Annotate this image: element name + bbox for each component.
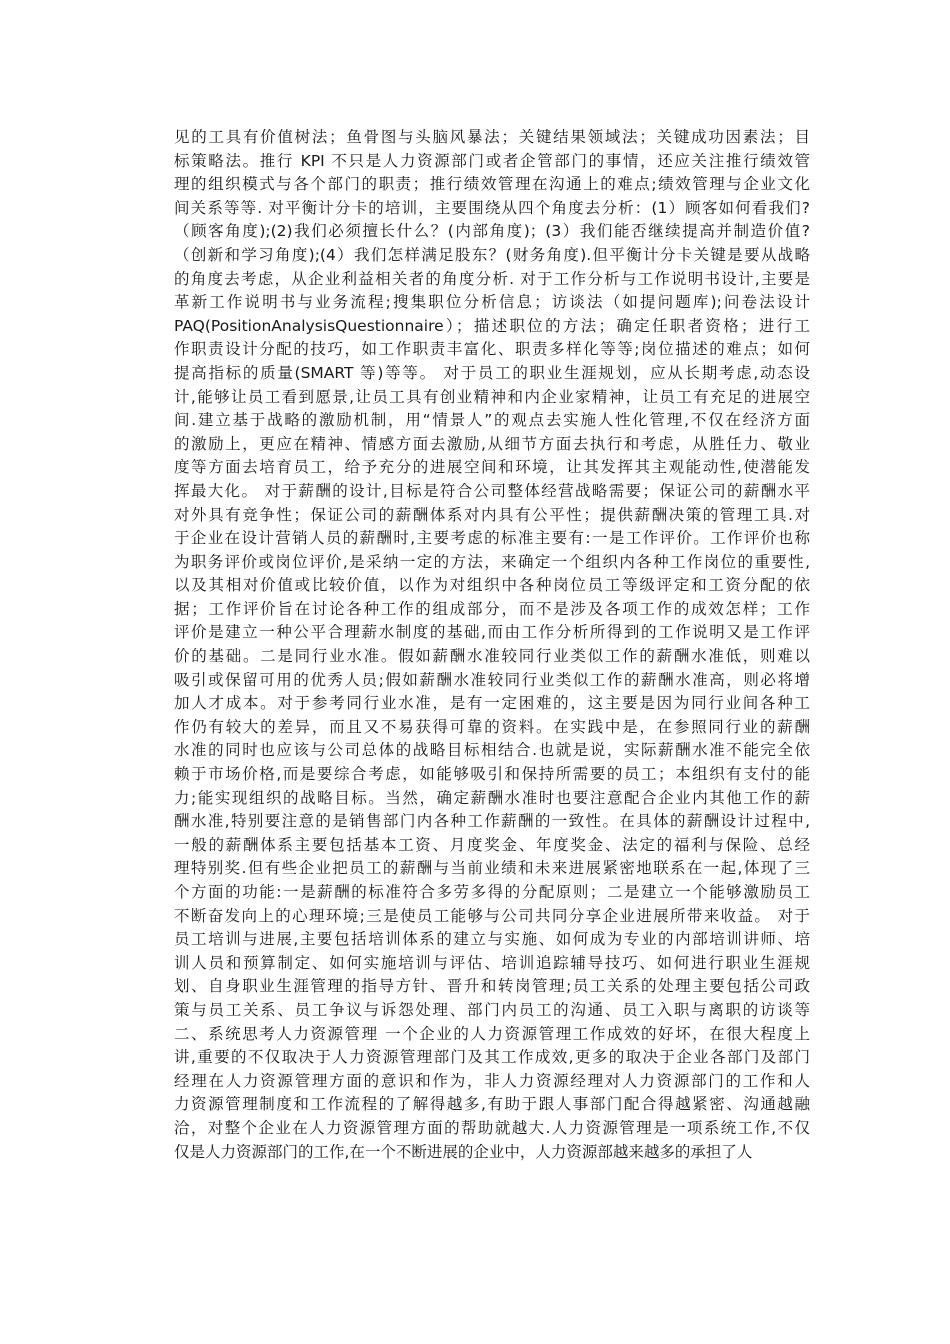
- text-line: 力资源管理制度和工作流程的了解得越多,有助于跟人事部门配合得越紧密、沟通越融: [174, 1095, 810, 1114]
- text-line: 不断奋发向上的心理环境;三是使员工能够与公司共同分享企业进展所带来收益。 对于: [174, 906, 810, 925]
- text-line: 酬水准,特别要注意的是销售部门内各种工作薪酬的一致性。在具体的薪酬设计过程中,: [174, 812, 810, 831]
- text-line: 标策略法。推行 KPI 不只是人力资源部门或者企管部门的事情，还应关注推行绩效管: [174, 151, 810, 170]
- text-line: 的角度去考虑，从企业利益相关者的角度分析. 对于工作分析与工作说明书设计,主要是: [174, 269, 810, 288]
- text-line: 划、自身职业生涯管理的指导方针、晋升和转岗管理;员工关系的处理主要包括公司政: [174, 977, 810, 996]
- text-line: 革新工作说明书与业务流程;搜集职位分析信息；访谈法（如提问题库);问卷法设计: [174, 293, 810, 312]
- text-line: 理的组织模式与各个部门的职责；推行绩效管理在沟通上的难点;绩效管理与企业文化: [174, 175, 810, 194]
- text-line: 员工培训与进展,主要包括培训体系的建立与实施、如何成为专业的内部培训讲师、培: [174, 930, 810, 949]
- text-line: 加人才成本。对于参考同行业水准，是有一定困难的，这主要是因为同行业间各种工: [174, 694, 810, 713]
- text-line: 评价是建立一种公平合理薪水制度的基础,而由工作分析所得到的工作说明又是工作评: [174, 623, 810, 642]
- text-line: 间关系等等. 对平衡计分卡的培训，主要围绕从四个角度去分析：(1）顾客如何看我们?: [174, 198, 810, 217]
- text-line: 赖于市场价格,而是要综合考虑，如能够吸引和保持所需要的员工；本组织有支付的能: [174, 765, 810, 784]
- text-line: 一般的薪酬体系主要包括基本工资、月度奖金、年度奖金、法定的福利与保险、总经: [174, 835, 810, 854]
- text-line: 对外具有竞争性；保证公司的薪酬体系对内具有公平性；提供薪酬决策的管理工具.对: [174, 505, 810, 524]
- text-line: 度等方面去培育员工，给予充分的进展空间和环境，让其发挥其主观能动性,使潜能发: [174, 458, 810, 477]
- text-line: 理特别奖.但有些企业把员工的薪酬与当前业绩和未来进展紧密地联系在一起,体现了三: [174, 859, 810, 878]
- text-line: 策与员工关系、员工争议与诉怨处理、部门内员工的沟通、员工入职与离职的访谈等: [174, 1000, 810, 1019]
- text-line: 二、系统思考人力资源管理 一个企业的人力资源管理工作成效的好坏，在很大程度上: [174, 1024, 810, 1043]
- text-line: 为职务评价或岗位评价,是采纳一定的方法，来确定一个组织内各种工作岗位的重要性,: [174, 552, 810, 571]
- text-line: 间.建立基于战略的激励机制，用“情景人”的观点去实施人性化管理,不仅在经济方面: [174, 411, 810, 430]
- text-line: 个方面的功能:一是薪酬的标准符合多劳多得的分配原则；二是建立一个能够激励员工: [174, 883, 810, 901]
- text-line: 洽，对整个企业在人力资源管理方面的帮助就越大.人力资源管理是一项系统工作,不仅: [174, 1118, 810, 1137]
- text-line: （创新和学习角度);(4）我们怎样满足股东？(财务角度).但平衡计分卡关键是要从战略: [174, 245, 810, 264]
- text-line: 于企业在设计营销人员的薪酬时,主要考虑的标准主要有:一是工作评价。工作评价也称: [174, 529, 810, 548]
- text-line: 训人员和预算制定、如何实施培训与评估、培训追踪辅导技巧、如何进行职业生涯规: [174, 953, 810, 972]
- text-line: 讲,重要的不仅取决于人力资源管理部门及其工作成效,更多的取决于企业各部门及部门: [174, 1048, 810, 1067]
- text-line: 作职责设计分配的技巧，如工作职责丰富化、职责多样化等等;岗位描述的难点；如何: [174, 340, 810, 359]
- text-line: 以及其相对价值或比较价值，以作为对组织中各种岗位员工等级评定和工资分配的依: [174, 576, 810, 595]
- text-line: 仅是人力资源部门的工作,在一个不断进展的企业中，人力资源部越来越多的承担了人: [174, 1142, 753, 1161]
- text-line: 力;能实现组织的战略目标。当然，确定薪酬水准时也要注意配合企业内其他工作的薪: [174, 788, 810, 807]
- text-line: 的激励上，更应在精神、情感方面去激励,从细节方面去执行和考虑，从胜任力、敬业: [174, 434, 810, 453]
- text-line: 挥最大化。 对于薪酬的设计,目标是符合公司整体经营战略需要；保证公司的薪酬水平: [174, 481, 810, 500]
- text-line: 吸引或保留可用的优秀人员;假如薪酬水准较同行业类似工作的薪酬水准高，则必将增: [174, 670, 810, 689]
- text-line: PAQ(PositionAnalysisQuestionnaire）；描述职位的方法；确定任职者资格；进行工: [174, 316, 810, 335]
- text-line: 见的工具有价值树法；鱼骨图与头脑风暴法；关键结果领域法；关键成功因素法；目: [174, 128, 810, 146]
- text-line: 计,能够让员工看到愿景,让员工具有创业精神和内企业家精神，让员工有充足的进展空: [174, 387, 810, 406]
- text-line: 据；工作评价旨在讨论各种工作的组成部分，而不是涉及各项工作的成效怎样；工作: [174, 599, 810, 618]
- text-line: 经理在人力资源管理方面的意识和作为，非人力资源经理对人力资源部门的工作和人: [174, 1071, 810, 1090]
- body-text: [174, 126, 810, 1164]
- text-line: 提高指标的质量(SMART 等)等等。 对于员工的职业生涯规划，应从长期考虑,动态设: [174, 363, 810, 382]
- text-line: 水准的同时也应该与公司总体的战略目标相结合.也就是说，实际薪酬水准不能完全依: [174, 741, 810, 760]
- text-line: 价的基础。二是同行业水准。假如薪酬水准较同行业类似工作的薪酬水准低，则难以: [174, 647, 810, 666]
- text-line: （顾客角度);(2)我们必须擅长什么？(内部角度)；(3）我们能否继续提高并制造价值?: [174, 222, 810, 241]
- text-line: 作仍有较大的差异，而且又不易获得可靠的资料。在实践中是，在参照同行业的薪酬: [174, 717, 810, 736]
